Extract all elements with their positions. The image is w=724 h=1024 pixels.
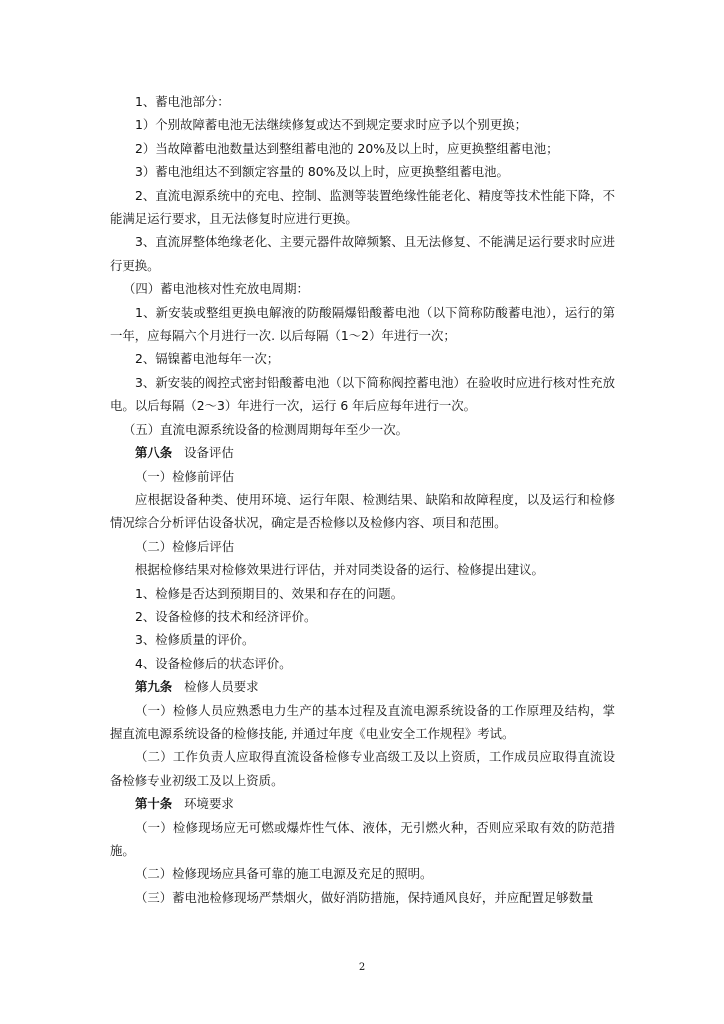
paragraph: 4、设备检修后的状态评价。 — [135, 655, 292, 671]
paragraph: （一）检修现场应无可燃或爆炸性气体、液体，无引燃火种，否则应采取有效的防范措施。 — [110, 819, 615, 858]
article-title: 检修人员要求 — [184, 679, 259, 695]
paragraph: （四）蓄电池核对性充放电周期： — [123, 281, 309, 297]
article-heading — [110, 441, 615, 464]
paragraph: 应根据设备种类、使用环境、运行年限、检测结果、缺陷和故障程度，以及运行和检修情况综合分析评估设备状况，确定是否检修以及检修内容、项目和范围。 — [110, 491, 615, 531]
article-title: 环境要求 — [184, 796, 234, 812]
article-heading — [110, 792, 615, 815]
paragraph: 1、蓄电池部分： — [135, 94, 230, 109]
paragraph: 1）个别故障蓄电池无法继续修复或达不到规定要求时应予以个别更换； — [135, 117, 527, 133]
paragraph: （一）检修人员应熟悉电力生产的基本过程及直流电源系统设备的工作原理及结构，掌握直流电源系统设备的检修技能, 并通过年度《电业安全工作规程》考试。 — [110, 702, 615, 741]
document-body — [110, 90, 615, 909]
paragraph: 3、直流屏整体绝缘老化、主要元器件故障频繁、且无法修复、不能满足运行要求时应进行更换。 — [110, 234, 615, 273]
article-label: 第九条 — [135, 679, 173, 695]
paragraph: 3、检修质量的评价。 — [135, 632, 255, 648]
paragraph: （二）工作负责人应取得直流设备检修专业高级工及以上资质，工作成员应取得直流设备检修专业初级工及以上资质。 — [110, 749, 615, 788]
paragraph: 3）蓄电池组达不到额定容量的 80%及以上时，应更换整组蓄电池。 — [135, 164, 509, 180]
article-heading — [110, 675, 615, 698]
paragraph: 1、新安装或整组更换电解液的防酸隔爆铅酸蓄电池（以下简称防酸蓄电池），运行的第一年，应每隔六个月进行一次. 以后每隔（1～2）年进行一次； — [110, 304, 615, 344]
article-title: 设备评估 — [184, 445, 234, 461]
paragraph: 根据检修结果对检修效果进行评估，并对同类设备的运行、检修提出建议。 — [135, 562, 544, 578]
paragraph: 2）当故障蓄电池数量达到整组蓄电池的 20%及以上时，应更换整组蓄电池； — [135, 140, 559, 156]
article-label: 第十条 — [135, 796, 173, 812]
paragraph: 2、直流电源系统中的充电、控制、监测等装置绝缘性能老化、精度等技术性能下降，不能满足运行要求，且无法修复时应进行更换。 — [110, 187, 615, 227]
paragraph: （一）检修前评估 — [135, 468, 235, 484]
paragraph: （二）检修后评估 — [135, 538, 235, 554]
page-number: 2 — [358, 962, 366, 973]
paragraph: （三）蓄电池检修现场严禁烟火，做好消防措施，保持通风良好，并应配置足够数量 — [135, 889, 594, 905]
paragraph: 2、设备检修的技术和经济评价。 — [135, 608, 317, 624]
paragraph: 1、检修是否达到预期目的、效果和存在的问题。 — [135, 585, 404, 601]
paragraph: （二）检修现场应具备可靠的施工电源及充足的照明。 — [135, 866, 433, 882]
paragraph: （五）直流电源系统设备的检测周期每年至少一次。 — [123, 421, 408, 437]
article-label: 第八条 — [135, 445, 173, 461]
paragraph: 2、镉镍蓄电池每年一次； — [135, 351, 280, 367]
paragraph: 3、新安装的阀控式密封铅酸蓄电池（以下简称阀控蓄电池）在验收时应进行核对性充放电。以后每隔（2～3）年进行一次，运行 6 年后应每年进行一次。 — [110, 374, 615, 414]
